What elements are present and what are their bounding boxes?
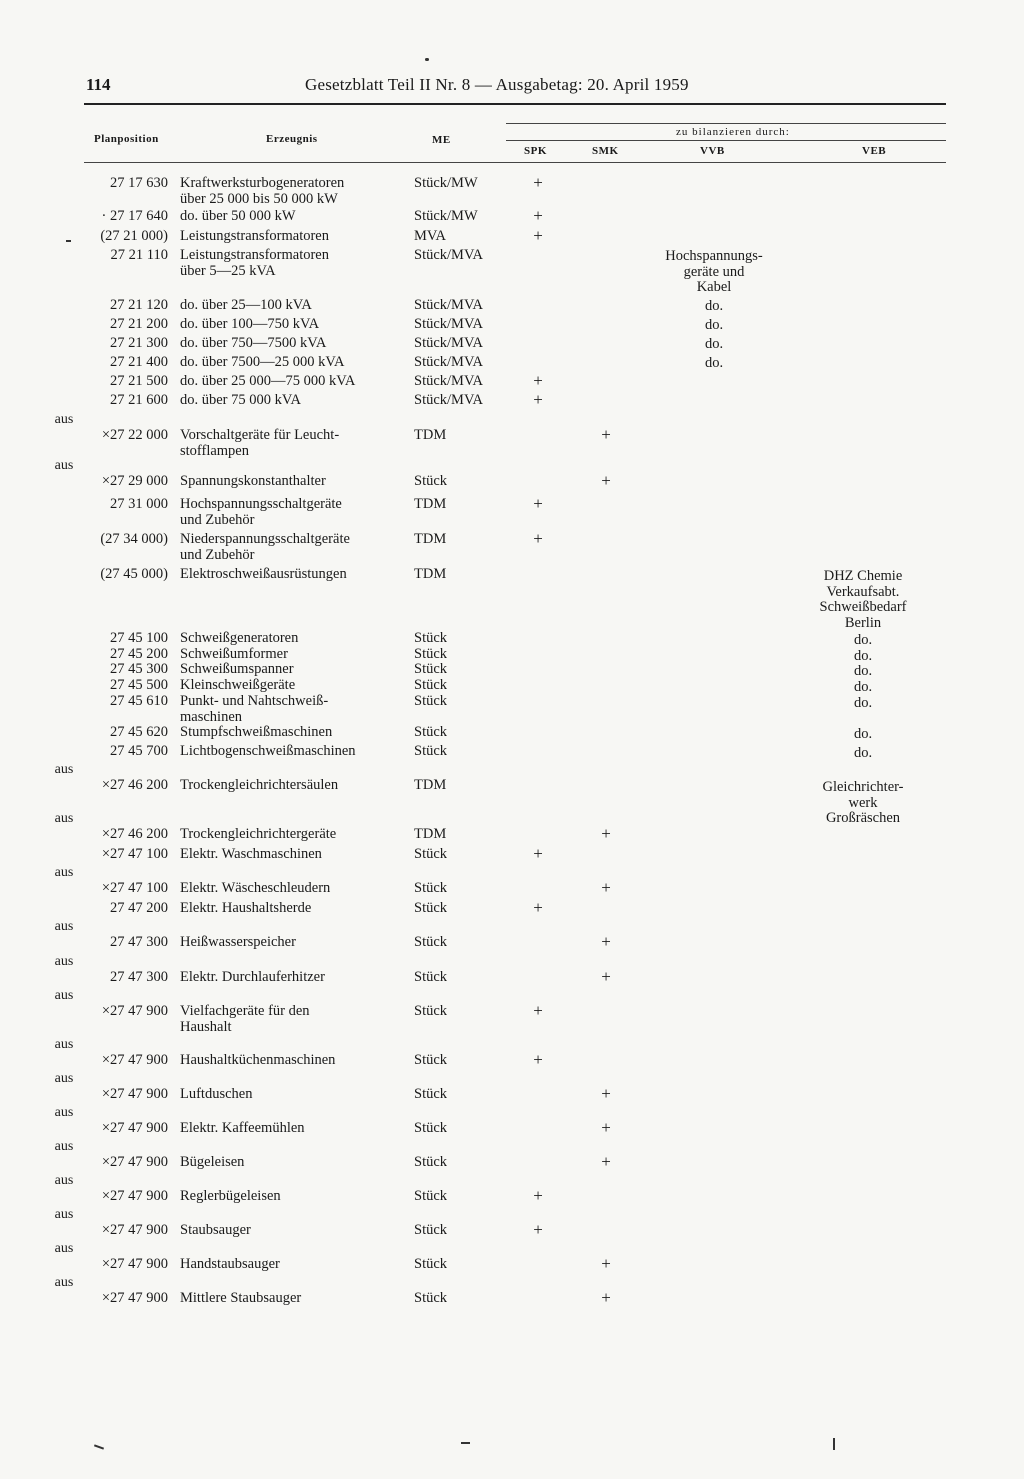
me-cell: Stück/MW	[414, 208, 478, 224]
planposition-cell: ×27 47 900	[101, 1003, 168, 1019]
me-cell: Stück/MVA	[414, 247, 484, 263]
me-cell: Stück/MVA	[414, 373, 484, 389]
planposition-cell: 27 17 630	[110, 175, 168, 191]
smk-mark: +	[601, 1288, 611, 1307]
smk-mark: +	[601, 1118, 611, 1137]
planposition-cell: ×27 47 900	[101, 1222, 168, 1238]
erzeugnis-cell: Elektr. Waschmaschinen	[180, 846, 322, 862]
planposition-cell: (27 21 000)	[100, 228, 168, 244]
erzeugnis-cell: Trockengleichrichtergeräte	[180, 826, 337, 842]
me-cell: Stück	[414, 646, 448, 662]
planposition-cell: ×27 47 100	[101, 846, 168, 862]
me-cell: Stück/MVA	[414, 392, 484, 408]
erzeugnis-cell: Trockengleichrichtersäulen	[180, 777, 339, 793]
smk-mark: +	[601, 878, 611, 897]
scan-speck	[94, 1444, 104, 1449]
erzeugnis-cell: Spannungskonstanthalter	[180, 473, 326, 489]
veb-cell: do.	[853, 648, 873, 664]
planposition-cell: 27 31 000	[110, 496, 168, 512]
planposition-cell: ×27 47 900	[101, 1086, 168, 1102]
aus-marker: aus	[54, 919, 74, 934]
planposition-cell: ×27 29 000	[101, 473, 168, 489]
aus-marker: aus	[54, 1207, 74, 1222]
bilanz-rule	[506, 140, 946, 141]
erzeugnis-cell: Leistungstransformatoren über 5—25 kVA	[180, 247, 329, 279]
veb-cell: do.	[853, 663, 873, 679]
me-cell: Stück	[414, 677, 448, 693]
planposition-cell: 27 21 110	[110, 247, 168, 263]
col-header-spk: SPK	[524, 145, 547, 157]
planposition-cell: ×27 47 900	[101, 1052, 168, 1068]
bilanz-top-rule	[506, 123, 946, 124]
me-cell: TDM	[414, 826, 447, 842]
me-cell: Stück	[414, 1256, 448, 1272]
spk-mark: +	[533, 371, 543, 390]
erzeugnis-cell: Kleinschweißgeräte	[180, 677, 296, 693]
me-cell: Stück	[414, 880, 448, 896]
erzeugnis-cell: Vielfachgeräte für den Haushalt	[180, 1003, 310, 1035]
erzeugnis-cell: do. über 750—7500 kVA	[180, 335, 327, 351]
me-cell: Stück	[414, 934, 448, 950]
erzeugnis-cell: do. über 75 000 kVA	[180, 392, 301, 408]
me-cell: Stück	[414, 473, 448, 489]
veb-cell: Gleichrichter- werk Großräschen	[822, 779, 904, 826]
erzeugnis-cell: do. über 25 000—75 000 kVA	[180, 373, 356, 389]
veb-cell: do.	[853, 745, 873, 761]
aus-marker: aus	[54, 1173, 74, 1188]
planposition-cell: 27 21 500	[110, 373, 168, 389]
planposition-cell: 27 21 300	[110, 335, 168, 351]
planposition-cell: 27 47 300	[110, 934, 168, 950]
vvb-cell: do.	[704, 336, 724, 352]
erzeugnis-cell: Leistungstransformatoren	[180, 228, 329, 244]
me-cell: Stück	[414, 1188, 448, 1204]
col-header-erzeugnis: Erzeugnis	[266, 133, 318, 145]
erzeugnis-cell: Hochspannungsschaltgeräte und Zubehör	[180, 496, 342, 528]
me-cell: Stück	[414, 1086, 448, 1102]
planposition-cell: ×27 47 900	[101, 1290, 168, 1306]
erzeugnis-cell: Stumpfschweißmaschinen	[180, 724, 333, 740]
me-cell: TDM	[414, 566, 447, 582]
aus-marker: aus	[54, 988, 74, 1003]
me-cell: Stück	[414, 661, 448, 677]
scan-speck	[461, 1442, 470, 1444]
aus-marker: aus	[54, 458, 74, 473]
spk-mark: +	[533, 529, 543, 548]
me-cell: Stück	[414, 1222, 448, 1238]
vvb-cell: Hochspannungs- geräte und Kabel	[665, 248, 763, 295]
spk-mark: +	[533, 226, 543, 245]
planposition-cell: 27 21 400	[110, 354, 168, 370]
col-header-smk: SMK	[592, 145, 619, 157]
aus-marker: aus	[54, 762, 74, 777]
planposition-cell: 27 45 500	[110, 677, 168, 693]
erzeugnis-cell: Heißwasserspeicher	[180, 934, 296, 950]
veb-cell: do.	[853, 695, 873, 711]
planposition-cell: 27 21 600	[110, 392, 168, 408]
erzeugnis-cell: Luftduschen	[180, 1086, 253, 1102]
spk-mark: +	[533, 494, 543, 513]
erzeugnis-cell: Reglerbügeleisen	[180, 1188, 281, 1204]
erzeugnis-cell: Lichtbogenschweißmaschinen	[180, 743, 356, 759]
me-cell: Stück	[414, 969, 448, 985]
erzeugnis-cell: Kraftwerksturbogeneratoren über 25 000 bis 50 000 kW	[180, 175, 345, 207]
planposition-cell: 27 47 200	[110, 900, 168, 916]
planposition-cell: 27 45 100	[110, 630, 168, 646]
scan-speck	[425, 58, 429, 61]
page-header-title: Gesetzblatt Teil II Nr. 8 — Ausgabetag: 20. April 1959	[305, 75, 689, 94]
erzeugnis-cell: Punkt- und Nahtschweiß- maschinen	[180, 693, 329, 725]
planposition-cell: 27 45 300	[110, 661, 168, 677]
erzeugnis-cell: Handstaubsauger	[180, 1256, 280, 1272]
me-cell: Stück	[414, 1290, 448, 1306]
veb-cell: do.	[853, 632, 873, 648]
smk-mark: +	[601, 1254, 611, 1273]
veb-cell: do.	[853, 726, 873, 742]
aus-marker: aus	[54, 954, 74, 969]
spk-mark: +	[533, 1186, 543, 1205]
me-cell: Stück/MVA	[414, 335, 484, 351]
planposition-cell: ×27 47 900	[101, 1256, 168, 1272]
vvb-cell: do.	[704, 317, 724, 333]
planposition-cell: ×27 46 200	[101, 826, 168, 842]
me-cell: Stück/MW	[414, 175, 478, 191]
planposition-cell: 27 45 620	[110, 724, 168, 740]
vvb-cell: do.	[704, 355, 724, 371]
erzeugnis-cell: Schweißgeneratoren	[180, 630, 299, 646]
me-cell: Stück	[414, 693, 448, 709]
page-number: 114	[86, 75, 111, 94]
erzeugnis-cell: Staubsauger	[180, 1222, 251, 1238]
smk-mark: +	[601, 967, 611, 986]
aus-marker: aus	[54, 1241, 74, 1256]
aus-marker: aus	[54, 865, 74, 880]
col-header-vvb: VVB	[700, 145, 725, 157]
erzeugnis-cell: do. über 100—750 kVA	[180, 316, 320, 332]
planposition-cell: (27 34 000)	[100, 531, 168, 547]
planposition-cell: ×27 47 100	[101, 880, 168, 896]
me-cell: Stück	[414, 1052, 448, 1068]
me-cell: TDM	[414, 777, 447, 793]
planposition-cell: 27 45 610	[110, 693, 168, 709]
planposition-cell: ×27 47 900	[101, 1154, 168, 1170]
me-cell: Stück	[414, 1003, 448, 1019]
planposition-cell: ×27 47 900	[101, 1120, 168, 1136]
erzeugnis-cell: Elektr. Kaffeemühlen	[180, 1120, 305, 1136]
spk-mark: +	[533, 1220, 543, 1239]
me-cell: Stück	[414, 846, 448, 862]
vvb-cell: do.	[704, 298, 724, 314]
me-cell: MVA	[414, 228, 446, 244]
erzeugnis-cell: Elektr. Durchlauferhitzer	[180, 969, 325, 985]
col-header-me: ME	[432, 134, 451, 146]
smk-mark: +	[601, 1084, 611, 1103]
planposition-cell: ×27 47 900	[101, 1188, 168, 1204]
aus-marker: aus	[54, 811, 74, 826]
me-cell: TDM	[414, 427, 447, 443]
aus-marker: aus	[54, 1105, 74, 1120]
veb-cell: DHZ Chemie Verkaufsabt. Schweißbedarf Berlin	[819, 568, 907, 631]
spk-mark: +	[533, 898, 543, 917]
me-cell: Stück	[414, 743, 448, 759]
aus-marker: aus	[54, 1037, 74, 1052]
planposition-cell: 27 21 200	[110, 316, 168, 332]
scan-speck	[833, 1438, 835, 1450]
header-rule	[84, 103, 946, 105]
erzeugnis-cell: Vorschaltgeräte für Leucht- stofflampen	[180, 427, 340, 459]
planposition-cell: 27 45 200	[110, 646, 168, 662]
scan-speck	[66, 240, 71, 242]
me-cell: TDM	[414, 496, 447, 512]
erzeugnis-cell: Elektroschweißausrüstungen	[180, 566, 347, 582]
table-header-rule	[84, 162, 946, 163]
spk-mark: +	[533, 1050, 543, 1069]
smk-mark: +	[601, 824, 611, 843]
smk-mark: +	[601, 425, 611, 444]
erzeugnis-cell: Bügeleisen	[180, 1154, 245, 1170]
smk-mark: +	[601, 1152, 611, 1171]
spk-mark: +	[533, 173, 543, 192]
planposition-cell: 27 45 700	[110, 743, 168, 759]
erzeugnis-cell: Schweißumspanner	[180, 661, 294, 677]
me-cell: Stück/MVA	[414, 297, 484, 313]
erzeugnis-cell: do. über 7500—25 000 kVA	[180, 354, 345, 370]
col-header-planposition: Planposition	[94, 133, 159, 145]
me-cell: Stück/MVA	[414, 354, 484, 370]
col-header-bilanzieren: zu bilanzieren durch:	[676, 126, 790, 138]
erzeugnis-cell: do. über 25—100 kVA	[180, 297, 312, 313]
aus-marker: aus	[54, 1139, 74, 1154]
planposition-cell: ×27 22 000	[101, 427, 168, 443]
planposition-cell: · 27 17 640	[101, 208, 168, 224]
spk-mark: +	[533, 1001, 543, 1020]
aus-marker: aus	[54, 1275, 74, 1290]
me-cell: Stück	[414, 1120, 448, 1136]
veb-cell: do.	[853, 679, 873, 695]
erzeugnis-cell: Haushaltküchenmaschinen	[180, 1052, 336, 1068]
planposition-cell: 27 47 300	[110, 969, 168, 985]
me-cell: Stück/MVA	[414, 316, 484, 332]
aus-marker: aus	[54, 1071, 74, 1086]
me-cell: TDM	[414, 531, 447, 547]
spk-mark: +	[533, 844, 543, 863]
erzeugnis-cell: Niederspannungsschaltgeräte und Zubehör	[180, 531, 350, 563]
me-cell: Stück	[414, 1154, 448, 1170]
me-cell: Stück	[414, 724, 448, 740]
smk-mark: +	[601, 932, 611, 951]
col-header-veb: VEB	[862, 145, 887, 157]
aus-marker: aus	[54, 412, 74, 427]
erzeugnis-cell: Mittlere Staubsauger	[180, 1290, 302, 1306]
erzeugnis-cell: Schweißumformer	[180, 646, 288, 662]
erzeugnis-cell: do. über 50 000 kW	[180, 208, 296, 224]
erzeugnis-cell: Elektr. Wäscheschleudern	[180, 880, 331, 896]
planposition-cell: (27 45 000)	[100, 566, 168, 582]
smk-mark: +	[601, 471, 611, 490]
planposition-cell: 27 21 120	[110, 297, 168, 313]
spk-mark: +	[533, 206, 543, 225]
spk-mark: +	[533, 390, 543, 409]
erzeugnis-cell: Elektr. Haushaltsherde	[180, 900, 312, 916]
planposition-cell: ×27 46 200	[101, 777, 168, 793]
me-cell: Stück	[414, 900, 448, 916]
me-cell: Stück	[414, 630, 448, 646]
